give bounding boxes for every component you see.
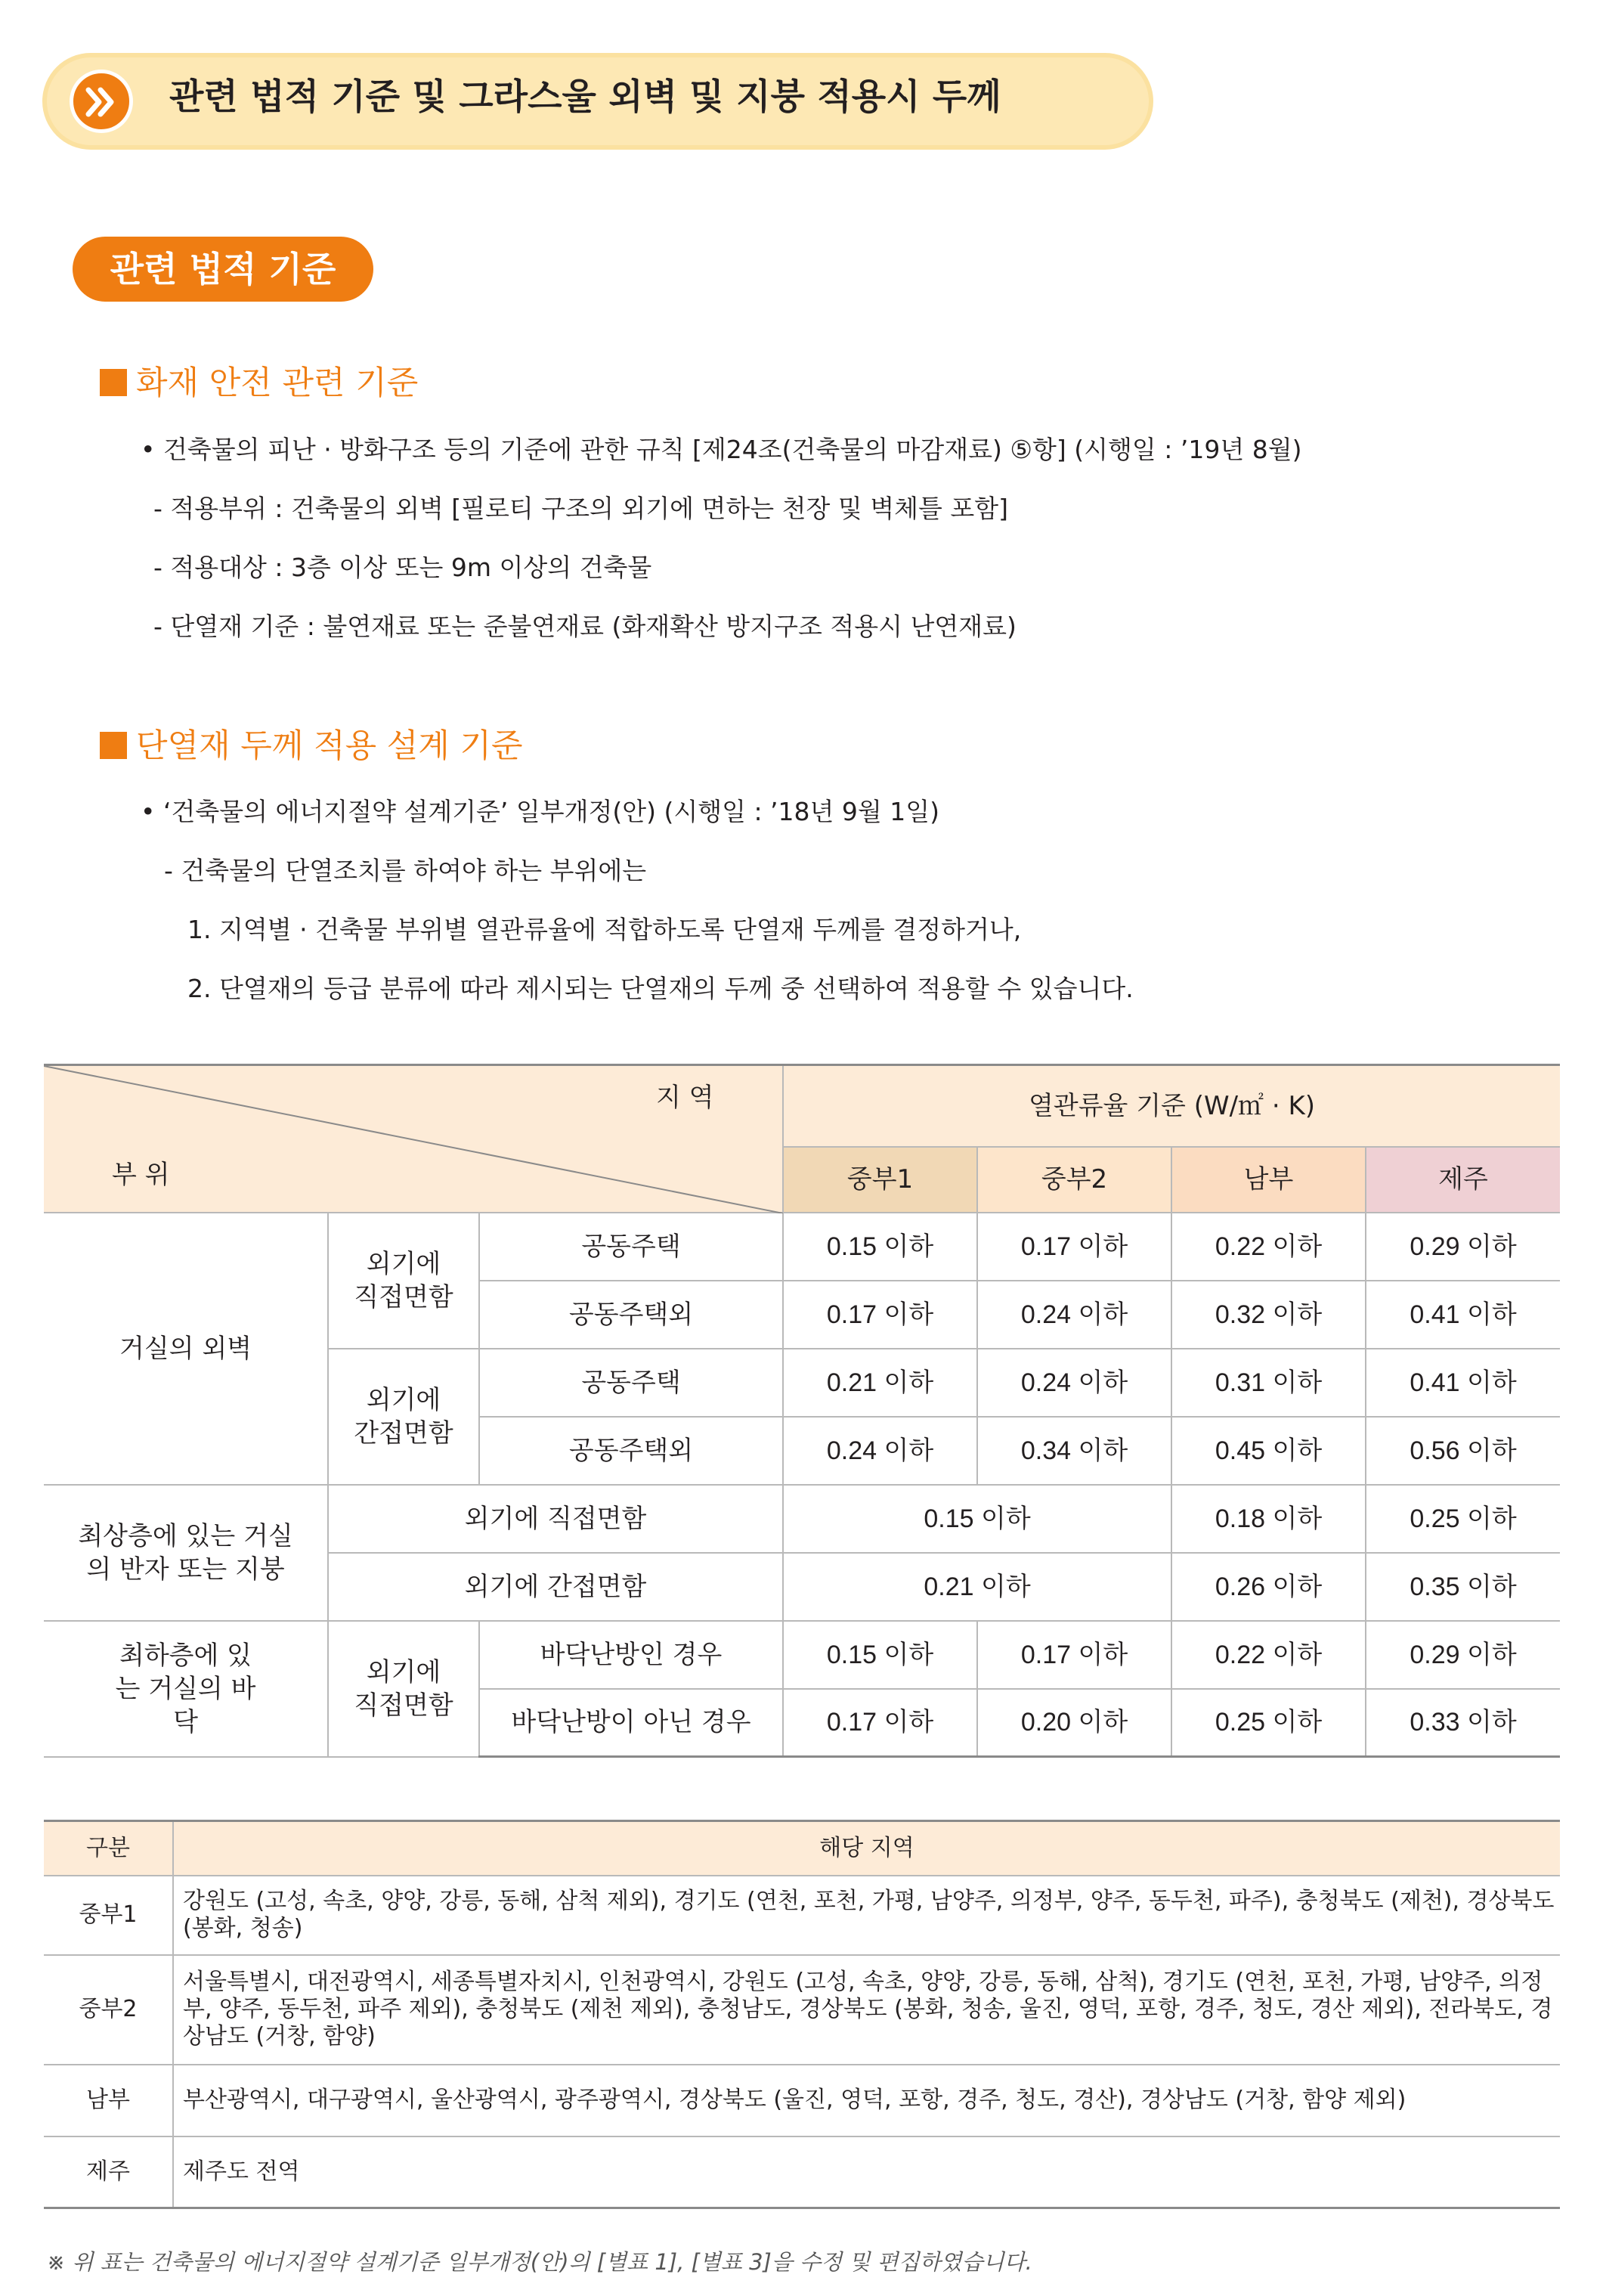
- row-type: 외기에 직접면함: [328, 1485, 783, 1553]
- value-cell: 0.18 이하: [1171, 1485, 1366, 1553]
- row-type: 바닥난방이 아닌 경우: [479, 1689, 783, 1757]
- value-cell: 0.22 이하: [1171, 1621, 1366, 1689]
- value-cell: 0.25 이하: [1171, 1689, 1366, 1757]
- region-value: 서울특별시, 대전광역시, 세종특별자치시, 인천광역시, 강원도 (고성, 속초, 양양, 강릉, 동해, 삼척), 경기도 (연천, 포천, 가평, 남양주, 의정부, 양주, 동두천, 파주 제외), 충청북도 (제천 제외), 충청남도, 경상북도 (봉화, 청송, 울진, 영덕, 포항, 경주, 청도, 경산 제외), 전라북도, 경상남도 (거창, 함양): [173, 1955, 1560, 2065]
- value-cell: 0.26 이하: [1171, 1553, 1366, 1621]
- value-cell: 0.17 이하: [783, 1689, 977, 1757]
- double-chevron-right-icon: [70, 70, 133, 133]
- square-bullet-icon: [100, 732, 127, 759]
- insulation-heading: [100, 724, 523, 769]
- value-cell: 0.29 이하: [1366, 1621, 1560, 1689]
- value-cell: 0.45 이하: [1171, 1417, 1366, 1485]
- floor-label: 최하층에 있는 거실의 바닥: [44, 1621, 328, 1757]
- floor-direct-label: 외기에 직접면함: [328, 1621, 479, 1757]
- row-type: 외기에 간접면함: [328, 1553, 783, 1621]
- value-cell: 0.35 이하: [1366, 1553, 1560, 1621]
- row-type: 바닥난방인 경우: [479, 1621, 783, 1689]
- wall-label: 거실의 외벽: [44, 1213, 328, 1485]
- header-corner-cell: [44, 1065, 783, 1213]
- thermal-transmittance-table: [44, 1064, 1560, 1758]
- value-cell: 0.24 이하: [977, 1349, 1171, 1417]
- region-key: 제주: [44, 2136, 173, 2208]
- value-cell: 0.22 이하: [1171, 1213, 1366, 1281]
- title-bar: [42, 53, 1153, 150]
- insul-line-4: 2. 단열재의 등급 분류에 따라 제시되는 단열재의 두께 중 선택하여 적용할 수 있습니다.: [187, 974, 1134, 1003]
- row-type: 공동주택외: [479, 1417, 783, 1485]
- fire-line-3: - 적용대상 : 3층 이상 또는 9m 이상의 건축물: [153, 553, 652, 582]
- insul-line-2: - 건축물의 단열조치를 하여야 하는 부위에는: [164, 856, 647, 885]
- fire-safety-heading-text: 화재 안전 관련 기준: [136, 364, 419, 402]
- value-cell: 0.56 이하: [1366, 1417, 1560, 1485]
- fire-line-2: - 적용부위 : 건축물의 외벽 [필로티 구조의 외기에 면하는 천장 및 벽체틀 포함]: [153, 494, 1008, 523]
- region-col-header: 해당 지역: [173, 1821, 1560, 1876]
- value-cell: 0.20 이하: [977, 1689, 1171, 1757]
- value-cell: 0.41 이하: [1366, 1349, 1560, 1417]
- value-cell: 0.17 이하: [977, 1213, 1171, 1281]
- insul-line-1: • ‘건축물의 에너지절약 설계기준’ 일부개정(안) (시행일 : ’18년 9월 1일): [141, 797, 940, 826]
- insulation-heading-text: 단열재 두께 적용 설계 기준: [136, 727, 523, 765]
- page-title: 관련 법적 기준 및 그라스울 외벽 및 지붕 적용시 두께: [169, 76, 1001, 118]
- fire-line-4: - 단열재 기준 : 불연재료 또는 준불연재료 (화재확산 방지구조 적용시 난연재료): [153, 612, 1017, 641]
- region-col-header: 구분: [44, 1821, 173, 1876]
- region-table: [44, 1820, 1560, 2209]
- region-key: 중부1: [44, 1876, 173, 1955]
- value-cell: 0.17 이하: [977, 1621, 1171, 1689]
- standard-label: 열관류율 기준 (W/㎡ · K): [783, 1065, 1560, 1147]
- fire-line-1: • 건축물의 피난 · 방화구조 등의 기준에 관한 규칙 [제24조(건축물의 마감재료) ⑤항] (시행일 : ’19년 8월): [141, 435, 1302, 464]
- zone-header: 중부2: [977, 1147, 1171, 1213]
- roof-label: 최상층에 있는 거실의 반자 또는 지붕: [44, 1485, 328, 1621]
- value-cell: 0.15 이하: [783, 1621, 977, 1689]
- insul-line-3: 1. 지역별 · 건축물 부위별 열관류율에 적합하도록 단열재 두께를 결정하거나,: [187, 915, 1022, 944]
- region-value: 부산광역시, 대구광역시, 울산광역시, 광주광역시, 경상북도 (울진, 영덕, 포항, 경주, 청도, 경산), 경상남도 (거창, 함양 제외): [173, 2065, 1560, 2136]
- value-cell: 0.33 이하: [1366, 1689, 1560, 1757]
- region-key: 남부: [44, 2065, 173, 2136]
- value-cell: 0.24 이하: [783, 1417, 977, 1485]
- value-cell: 0.25 이하: [1366, 1485, 1560, 1553]
- zone-header: 제주: [1366, 1147, 1560, 1213]
- row-type: 공동주택: [479, 1349, 783, 1417]
- fire-safety-heading: [100, 361, 418, 406]
- region-label: 지 역: [656, 1083, 714, 1113]
- zone-header: 중부1: [783, 1147, 977, 1213]
- value-cell: 0.41 이하: [1366, 1281, 1560, 1349]
- region-value: 제주도 전역: [173, 2136, 1560, 2208]
- wall-direct-label: 외기에 직접면함: [328, 1213, 479, 1349]
- value-cell: 0.15 이하: [783, 1485, 1171, 1553]
- row-type: 공동주택: [479, 1213, 783, 1281]
- value-cell: 0.31 이하: [1171, 1349, 1366, 1417]
- zone-header: 남부: [1171, 1147, 1366, 1213]
- part-label: 부 위: [112, 1160, 170, 1190]
- value-cell: 0.24 이하: [977, 1281, 1171, 1349]
- value-cell: 0.21 이하: [783, 1349, 977, 1417]
- value-cell: 0.15 이하: [783, 1213, 977, 1281]
- section-pill: 관련 법적 기준: [73, 237, 373, 302]
- region-key: 중부2: [44, 1955, 173, 2065]
- value-cell: 0.17 이하: [783, 1281, 977, 1349]
- value-cell: 0.21 이하: [783, 1553, 1171, 1621]
- value-cell: 0.34 이하: [977, 1417, 1171, 1485]
- region-value: 강원도 (고성, 속초, 양양, 강릉, 동해, 삼척 제외), 경기도 (연천, 포천, 가평, 남양주, 의정부, 양주, 동두천, 파주), 충청북도 (제천), 경상북도 (봉화, 청송): [173, 1876, 1560, 1955]
- value-cell: 0.29 이하: [1366, 1213, 1560, 1281]
- square-bullet-icon: [100, 369, 127, 396]
- wall-indirect-label: 외기에 간접면함: [328, 1349, 479, 1485]
- value-cell: 0.32 이하: [1171, 1281, 1366, 1349]
- footnote: ※ 위 표는 건축물의 에너지절약 설계기준 일부개정(안)의 [별표 1], [별표 3]을 수정 및 편집하였습니다.: [47, 2249, 1032, 2275]
- row-type: 공동주택외: [479, 1281, 783, 1349]
